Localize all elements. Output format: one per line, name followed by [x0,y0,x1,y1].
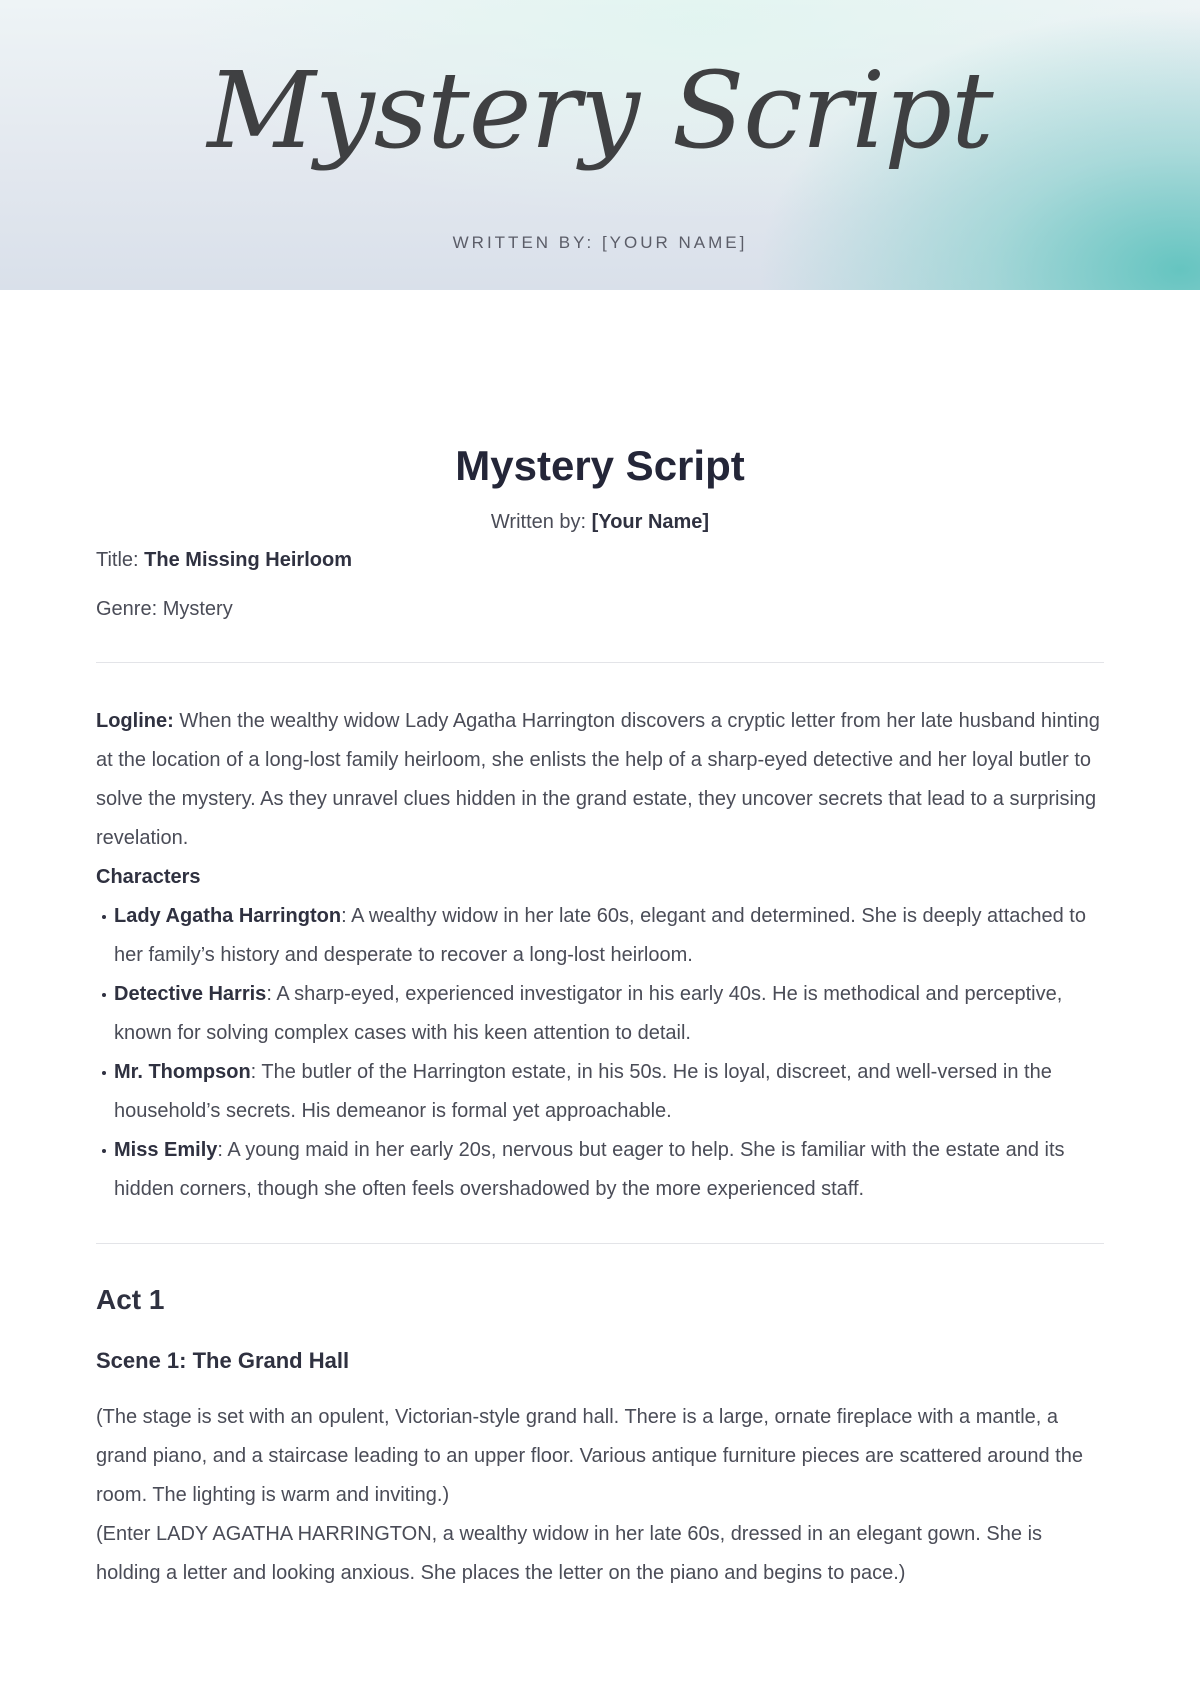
act-heading: Act 1 [96,1284,165,1315]
character-description: : A young maid in her early 20s, nervous but eager to help. She is familiar with the estate and its hidden corners, though she often feels overshadowed by the more experienced staff. [114,1139,1065,1200]
written-by-value: [Your Name] [591,511,710,533]
list-item [96,1053,1104,1131]
genre-line [96,595,1104,623]
character-description: : A sharp-eyed, experienced investigator in his early 40s. He is methodical and perceptive, known for solving complex cases with his keen attention to detail. [114,983,1063,1044]
header-banner [0,0,1200,290]
list-item [96,1131,1104,1209]
banner-subtitle: WRITTEN BY: [YOUR NAME] [452,233,748,252]
title-label: Title: [96,549,139,571]
character-description: : The butler of the Harrington estate, in his 50s. He is loyal, discreet, and well-versed in the household’s secrets. His demeanor is formal yet approachable. [114,1061,1052,1122]
scene-heading: Scene 1: The Grand Hall [96,1348,350,1373]
title-line [96,546,1104,574]
list-item [96,897,1104,975]
list-item [96,975,1104,1053]
document-title: Mystery Script [455,442,745,489]
character-name: Miss Emily [114,1139,218,1161]
character-name: Lady Agatha Harrington [114,905,342,927]
stage-direction: (The stage is set with an opulent, Victorian-style grand hall. There is a large, ornate fireplace with a mantle, a grand piano, and a staircase leading to an upper floor. Various antique furniture pieces are scattered around the room. The lighting is warm and inviting.) [96,1406,1083,1506]
divider [96,1243,1104,1244]
character-name: Mr. Thompson [114,1061,251,1083]
document-body [96,440,1104,1593]
divider [96,662,1104,663]
logline-label: Logline: [96,710,174,732]
characters-heading: Characters [96,866,201,888]
genre-value: Mystery [162,598,233,620]
written-by-label: Written by: [490,511,587,533]
character-name: Detective Harris [114,983,267,1005]
character-description: : A wealthy widow in her late 60s, elegant and determined. She is deeply attached to her family’s history and desperate to recover a long-lost heirloom. [114,905,1086,966]
genre-label: Genre: [96,598,158,620]
logline-text: When the wealthy widow Lady Agatha Harrington discovers a cryptic letter from her late husband hinting at the location of a long-lost family heirloom, she enlists the help of a sharp-eyed detective and her loyal butler to solve the mystery. As they unravel clues hidden in the grand estate, they uncover secrets that lead to a surprising revelation. [96,710,1100,849]
characters-list [96,897,1104,1209]
title-value: The Missing Heirloom [144,549,352,571]
logline-paragraph [96,702,1104,858]
stage-direction: (Enter LADY AGATHA HARRINGTON, a wealthy widow in her late 60s, dressed in an elegant gown. She is holding a letter and looking anxious. She places the letter on the piano and begins to pace.) [96,1523,1043,1584]
written-by-line [96,508,1104,536]
banner-title: Mystery Script [207,49,993,172]
